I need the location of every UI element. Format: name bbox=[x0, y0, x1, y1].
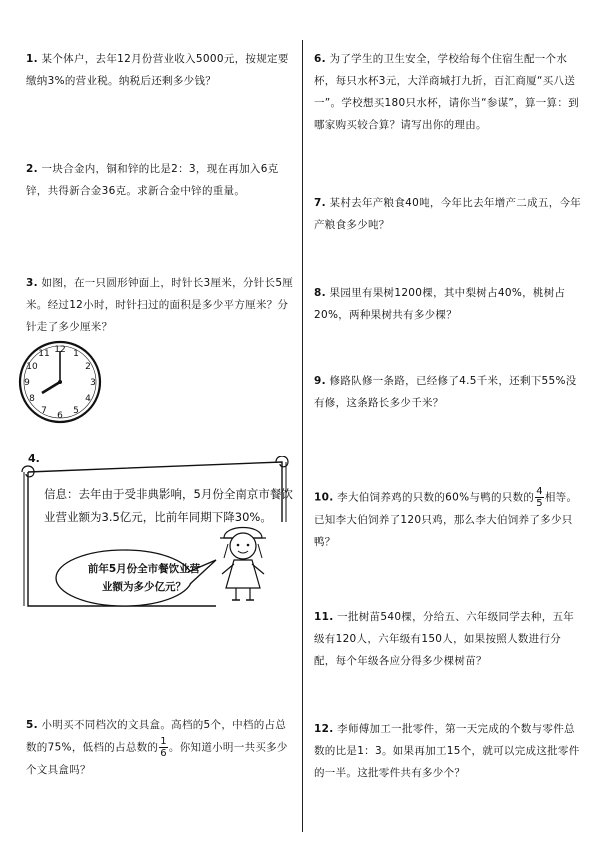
question-text: 某村去年产粮食40吨，今年比去年增产二成五，今年产粮食多少吨？ bbox=[314, 197, 582, 231]
question-8 bbox=[314, 282, 582, 326]
question-3 bbox=[26, 272, 296, 338]
clock-number-4: 4 bbox=[85, 394, 91, 404]
question-text: 如图，在一只圆形钟面上，时针长3厘米，分针长5厘米。经过12小时，时针扫过的面积是多少平方厘米？分针走了多少厘米？ bbox=[26, 277, 294, 333]
clock-number-3: 3 bbox=[90, 378, 96, 388]
question-1 bbox=[26, 48, 296, 92]
clock-illustration bbox=[16, 338, 106, 426]
question-9 bbox=[314, 370, 582, 414]
clock-number-2: 2 bbox=[85, 362, 91, 372]
question-number: 6. bbox=[314, 53, 326, 65]
question-7 bbox=[314, 192, 582, 236]
question-number: 5. bbox=[26, 719, 38, 731]
question-text: 修路队修一条路，已经修了4.5千米，还剩下55%没有修，这条路长多少千米？ bbox=[314, 375, 577, 409]
question-text-part-a: 小明买不同档次的文具盒。高档的5个，中档的占总数的75%，低档的占总数的 bbox=[26, 719, 287, 754]
question-text: 一批树苗540棵，分给五、六年级同学去种，五年级有120人，六年级有150人，如果按照人数进行分配，每个年级各应分得多少棵树苗？ bbox=[314, 611, 575, 667]
question-text: 李师傅加工一批零件，第一天完成的个数与零件总数的比是1：3。如果再加工15个，就可以完成这批零件的一半。这批零件共有多少个？ bbox=[314, 723, 580, 779]
clock-number-10: 10 bbox=[26, 362, 38, 372]
question-number: 11. bbox=[314, 611, 334, 623]
fraction-denominator: 6 bbox=[160, 748, 167, 759]
question-4-number: 4. bbox=[28, 452, 40, 465]
fraction-numerator: 1 bbox=[160, 736, 167, 747]
clock-number-7: 7 bbox=[41, 406, 47, 416]
clock-number-5: 5 bbox=[73, 406, 79, 416]
question-text-part-b: 相等。已知李大伯饲养了120只鸡，那么李大伯饲养了多少只鸭？ bbox=[314, 491, 578, 548]
question-4-bubble-text: 前年5月份全市餐饮业营业额为多少亿元？ bbox=[87, 563, 201, 593]
question-10 bbox=[314, 486, 582, 553]
question-text-part-a: 李大伯饲养鸡的只数的60%与鸭的只数的 bbox=[337, 491, 535, 504]
question-number: 3. bbox=[26, 277, 38, 289]
question-number: 2. bbox=[26, 163, 38, 175]
question-number: 7. bbox=[314, 197, 326, 209]
question-4-info: 信息：去年由于受非典影响，5月份全南京市餐饮业营业额为3.5亿元，比前年同期下降30%。 bbox=[44, 487, 293, 524]
question-text: 果园里有果树1200棵，其中梨树占40%，桃树占20%，两种果树共有多少棵？ bbox=[314, 287, 566, 321]
clock-number-9: 9 bbox=[24, 378, 30, 388]
column-divider bbox=[302, 40, 303, 832]
question-text: 一块合金内，铜和锌的比是2：3，现在再加入6克锌，共得新合金36克。求新合金中锌的重量。 bbox=[26, 163, 279, 197]
question-number: 12. bbox=[314, 723, 334, 735]
question-text: 某个体户，去年12月份营业收入5000元，按规定要缴纳3%的营业税。纳税后还剩多少钱？ bbox=[26, 53, 289, 87]
question-text-part-b: 。你知道小明一共买多少个文具盒吗？ bbox=[26, 741, 288, 776]
question-number: 10. bbox=[314, 491, 334, 504]
clock-number-6: 6 bbox=[57, 411, 63, 421]
clock-number-11: 11 bbox=[38, 349, 50, 359]
question-12 bbox=[314, 718, 582, 784]
fraction bbox=[535, 486, 544, 509]
question-number: 1. bbox=[26, 53, 38, 65]
clock-number-8: 8 bbox=[29, 394, 35, 404]
fraction-denominator: 5 bbox=[536, 498, 543, 509]
question-number: 9. bbox=[314, 375, 326, 387]
clock-number-1: 1 bbox=[73, 349, 79, 359]
fraction-numerator: 4 bbox=[536, 486, 543, 497]
question-2 bbox=[26, 158, 296, 202]
clock-number-12: 12 bbox=[54, 345, 66, 355]
question-number: 8. bbox=[314, 287, 326, 299]
question-6 bbox=[314, 48, 582, 136]
girl-illustration bbox=[212, 518, 274, 604]
fraction bbox=[159, 736, 168, 759]
question-5 bbox=[26, 714, 296, 781]
question-text: 为了学生的卫生安全，学校给每个住宿生配一个水杯，每只水杯3元，大洋商城打九折，百汇商厦“买八送一”。学校想买180只水杯，请你当“参谋”，算一算：到哪家购买较合算？请写出你的理由。 bbox=[314, 53, 579, 131]
question-11 bbox=[314, 606, 582, 672]
